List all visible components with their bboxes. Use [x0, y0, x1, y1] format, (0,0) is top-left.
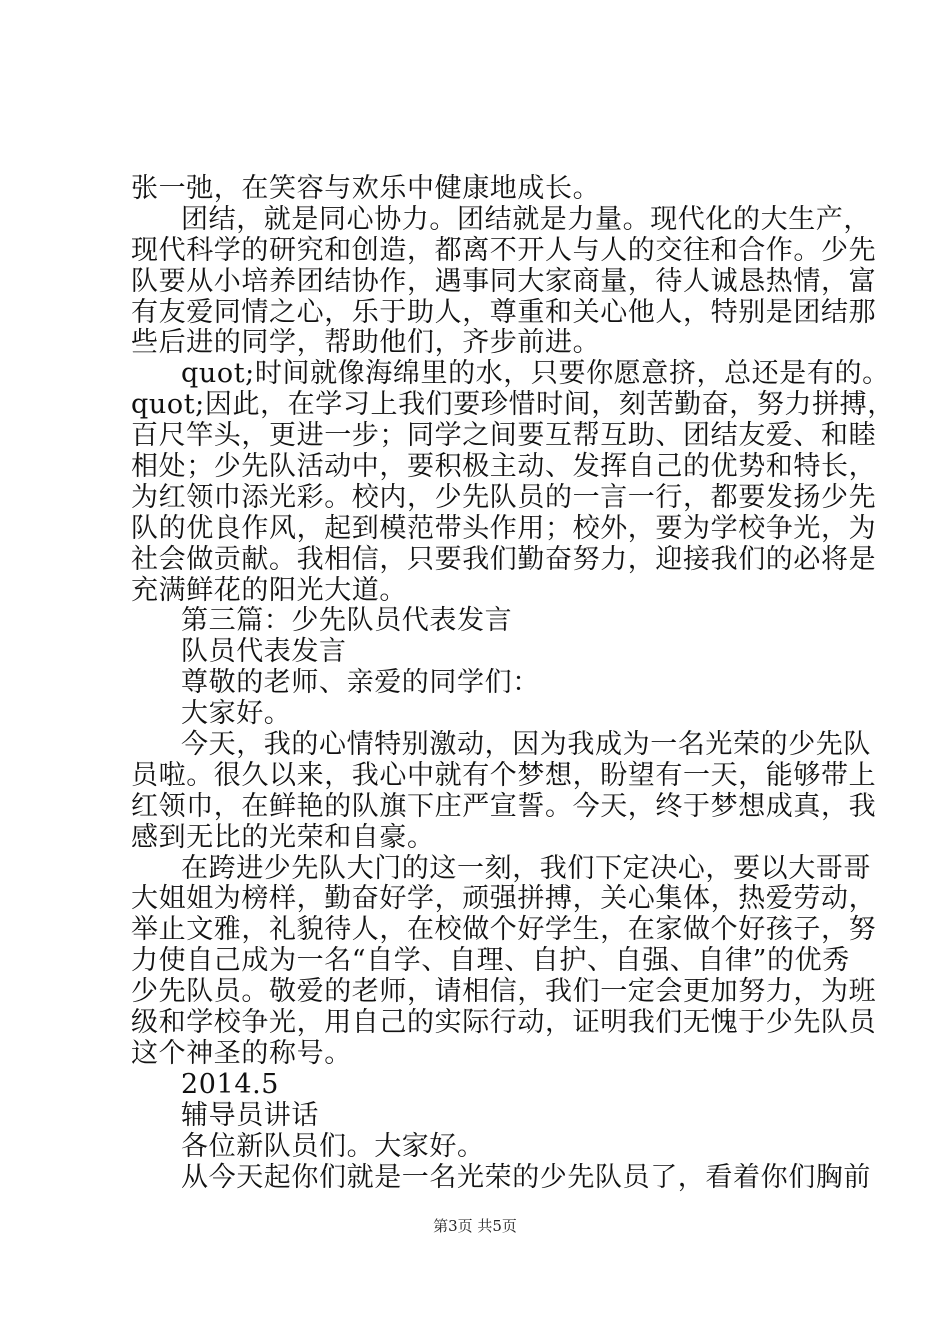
text-line: 团结，就是同心协力。团结就是力量。现代化的大生产， — [181, 203, 871, 235]
text-line: 队员代表发言 — [181, 636, 347, 668]
text-line: 举止文雅，礼貌待人，在校做个好学生，在家做个好孩子，努 — [131, 914, 877, 946]
text-line: 队要从小培养团结协作，遇事同大家商量，待人诚恳热情，富 — [131, 265, 877, 297]
text-line: 这个神圣的称号。 — [131, 1037, 352, 1069]
text-line: 现代科学的研究和创造，都离不开人与人的交往和合作。少先 — [131, 234, 877, 266]
text-line: 社会做贡献。我相信，只要我们勤奋努力，迎接我们的必将是 — [131, 543, 877, 575]
text-line: 从今天起你们就是一名光荣的少先队员了，看着你们胸前 — [181, 1161, 871, 1193]
text-line: 力使自己成为一名“自学、自理、自护、自强、自律”的优秀 — [131, 945, 850, 977]
text-line: 少先队员。敬爱的老师，请相信，我们一定会更加努力，为班 — [131, 976, 877, 1008]
text-line: 员啦。很久以来，我心中就有个梦想，盼望有一天，能够带上 — [131, 759, 877, 791]
text-line: 在跨进少先队大门的这一刻，我们下定决心，要以大哥哥 — [181, 852, 871, 884]
text-line: 感到无比的光荣和自豪。 — [131, 821, 435, 853]
text-line: quot;时间就像海绵里的水，只要你愿意挤，总还是有的。 — [181, 358, 890, 390]
text-line: 为红领巾添光彩。校内，少先队员的一言一行，都要发扬少先 — [131, 481, 877, 513]
text-line: 些后进的同学，帮助他们，齐步前进。 — [131, 327, 601, 359]
text-line: 大姐姐为榜样，勤奋好学，顽强拼搏，关心集体，热爱劳动， — [131, 883, 877, 915]
text-line: 队的优良作风，起到模范带头作用；校外，要为学校争光，为 — [131, 512, 877, 544]
text-line: 张一弛，在笑容与欢乐中健康地成长。 — [131, 173, 601, 204]
text-line: 大家好。 — [181, 698, 292, 730]
text-line: 有友爱同情之心，乐于助人，尊重和关心他人，特别是团结那 — [131, 296, 877, 328]
text-line: 2014.5 — [181, 1068, 280, 1100]
text-line: 第三篇：少先队员代表发言 — [181, 605, 513, 637]
text-line: 今天，我的心情特别激动，因为我成为一名光荣的少先队 — [181, 729, 871, 761]
text-line: 充满鲜花的阳光大道。 — [131, 574, 407, 606]
text-line: 各位新队员们。大家好。 — [181, 1130, 485, 1162]
text-line: quot;因此，在学习上我们要珍惜时间，刻苦勤奋，努力拼搏， — [131, 389, 895, 421]
document-body — [131, 173, 895, 1193]
text-line: 辅导员讲话 — [181, 1099, 319, 1131]
text-line: 级和学校争光，用自己的实际行动，证明我们无愧于少先队员 — [131, 1007, 877, 1039]
text-line: 尊敬的老师、亲爱的同学们： — [181, 667, 540, 699]
text-line: 相处；少先队活动中，要积极主动、发挥自己的优势和特长， — [131, 451, 877, 483]
text-line: 百尺竿头，更进一步；同学之间要互帮互助、团结友爱、和睦 — [131, 420, 877, 452]
page-footer: 第3页 共5页 — [433, 1217, 517, 1235]
text-line: 红领巾，在鲜艳的队旗下庄严宣誓。今天，终于梦想成真，我 — [131, 790, 877, 822]
